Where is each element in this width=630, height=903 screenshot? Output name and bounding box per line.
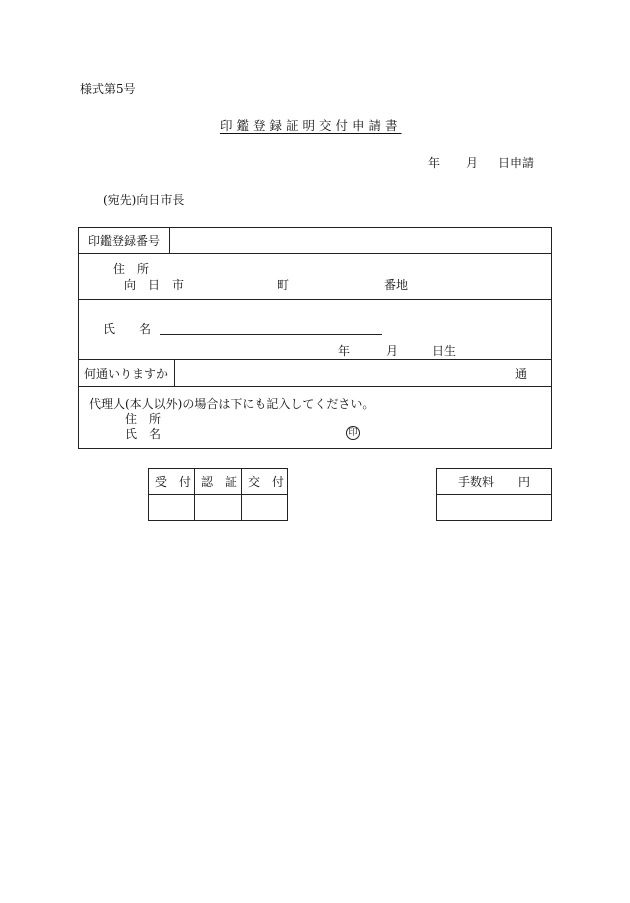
row-divider — [78, 299, 552, 300]
table-row-divider — [436, 494, 552, 495]
table-col-divider — [194, 468, 195, 521]
count-label: 何通いりますか — [84, 367, 169, 381]
birth-day: 日生 — [432, 344, 457, 358]
row-divider — [78, 253, 552, 254]
office-header-receipt: 受 付 — [155, 475, 192, 489]
form-number: 様式第5号 — [80, 82, 136, 96]
row-divider — [78, 359, 552, 360]
registration-number-label: 印鑑登録番号 — [88, 234, 161, 248]
registration-number-field[interactable] — [176, 230, 546, 250]
banchi-field[interactable] — [295, 274, 377, 294]
table-row-divider — [148, 494, 288, 495]
proxy-note: 代理人(本人以外)の場合は下にも記入してください。 — [89, 397, 375, 411]
fee-unit: 円 — [518, 475, 531, 489]
banchi-label: 番地 — [384, 278, 409, 292]
col-divider — [169, 227, 170, 254]
office-cell-certify[interactable] — [196, 496, 240, 520]
addressee: (宛先)向日市長 — [103, 193, 185, 207]
office-cell-receipt[interactable] — [149, 496, 193, 520]
proxy-name-label: 氏 名 — [125, 427, 162, 441]
col-divider — [174, 359, 175, 387]
fee-cell[interactable] — [438, 496, 550, 520]
apply-year: 年 — [428, 156, 441, 170]
proxy-address-label: 住 所 — [125, 412, 162, 426]
seal-mark-icon: 印 — [346, 426, 360, 440]
birth-month: 月 — [386, 344, 399, 358]
city-label: 向 日 市 — [124, 278, 185, 292]
town-label: 町 — [277, 278, 290, 292]
count-unit: 通 — [515, 367, 528, 381]
office-header-issue: 交 付 — [248, 475, 285, 489]
proxy-name-field[interactable] — [180, 426, 340, 441]
fee-label: 手数料 — [458, 475, 495, 489]
address-label: 住 所 — [113, 262, 150, 276]
apply-month: 月 — [466, 156, 479, 170]
apply-day: 日申請 — [498, 156, 535, 170]
proxy-address-field[interactable] — [180, 410, 400, 425]
row-divider — [78, 386, 552, 387]
table-col-divider — [241, 468, 242, 521]
name-signature-line[interactable] — [160, 334, 382, 335]
name-label: 氏 名 — [103, 322, 152, 336]
count-field[interactable] — [180, 362, 500, 384]
birth-year: 年 — [338, 344, 351, 358]
document-title: 印鑑登録証明交付申請書 — [220, 118, 402, 133]
office-cell-issue[interactable] — [243, 496, 287, 520]
town-field[interactable] — [190, 274, 270, 294]
office-header-certify: 認 証 — [201, 475, 238, 489]
